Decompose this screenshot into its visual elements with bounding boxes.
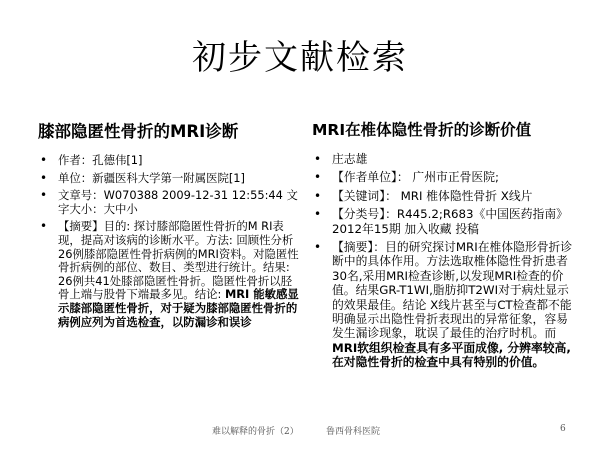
list-item <box>38 189 300 216</box>
right-list <box>312 152 574 370</box>
page-number: 6 <box>560 424 566 434</box>
list-item <box>38 220 300 329</box>
list-item <box>312 189 574 203</box>
right-column <box>312 118 574 374</box>
item-text: 单位：新疆医科大学第一附属医院[1] <box>58 170 245 185</box>
list-item <box>312 170 574 184</box>
item-text: 庄志雄 <box>332 152 368 166</box>
left-heading: 膝部隐匿性骨折的MRI诊断 <box>38 122 239 141</box>
list-item <box>38 172 300 186</box>
left-column <box>38 118 300 333</box>
list-item <box>38 154 300 168</box>
list-item <box>312 152 574 166</box>
item-bold-text: MRI 能敏感显示膝部隐匿性骨折，对于疑为膝部隐匿性骨折的病例应列为首选检查，以防漏诊和误诊 <box>58 287 299 329</box>
left-list <box>38 154 300 329</box>
item-text: 【分类号】：R445.2;R683《中国医药指南》 2012年15期 加入收藏 投稿 <box>332 207 568 236</box>
item-text: 【摘要】目的: 探讨膝部隐匿性骨折的M RI表现，提高对该病的诊断水平。方法: 回顾性分析26例膝部隐匿性骨折病例的MRI资料。对隐匿性骨折病例的部位、数目、类型进行统计。结果: 26例共41处膝部隐匿性骨折。隐匿性骨折以胫骨上端与股骨下端最多见。结论: <box>58 219 299 302</box>
footer <box>0 424 600 440</box>
footer-course: 难以解释的骨折（2） <box>212 427 299 437</box>
item-text: 作者：孔德伟[1] <box>58 153 143 167</box>
slide-title: 初步文献检索 <box>192 38 408 78</box>
list-item <box>312 240 574 370</box>
item-bold-text: MRI软组织检查具有多平面成像, 分辨率较高, 在对隐性骨折的检查中具有特别的价值。 <box>332 340 571 370</box>
right-heading: MRI在椎体隐性骨折的诊断价值 <box>312 121 532 139</box>
item-text: 【摘要】：目的研究探讨MRI在椎体隐形骨折诊断中的具体作用。方法选取椎体隐性骨折患者30名,采用MRI检查诊断,以发现MRI检查的价值。结果GR-T1WI,脂肪抑T2WI对于病灶显示的效果最佳。结论 X线片甚至与CT检查都不能明确显示出隐性骨折表现出的异常征象，容易发生漏诊现象，耽误了最佳的治疗时机。而 <box>332 240 573 341</box>
item-text: 【作者单位】： 广州市正骨医院; <box>332 170 499 185</box>
footer-hospital: 鲁西骨科医院 <box>326 427 381 437</box>
item-text: 文章号：W070388 2009-12-31 12:55:44 文字大小：大中小 <box>58 188 298 216</box>
list-item <box>312 207 574 236</box>
item-text: 【关键词】： MRI 椎体隐性骨折 X线片 <box>332 188 533 203</box>
